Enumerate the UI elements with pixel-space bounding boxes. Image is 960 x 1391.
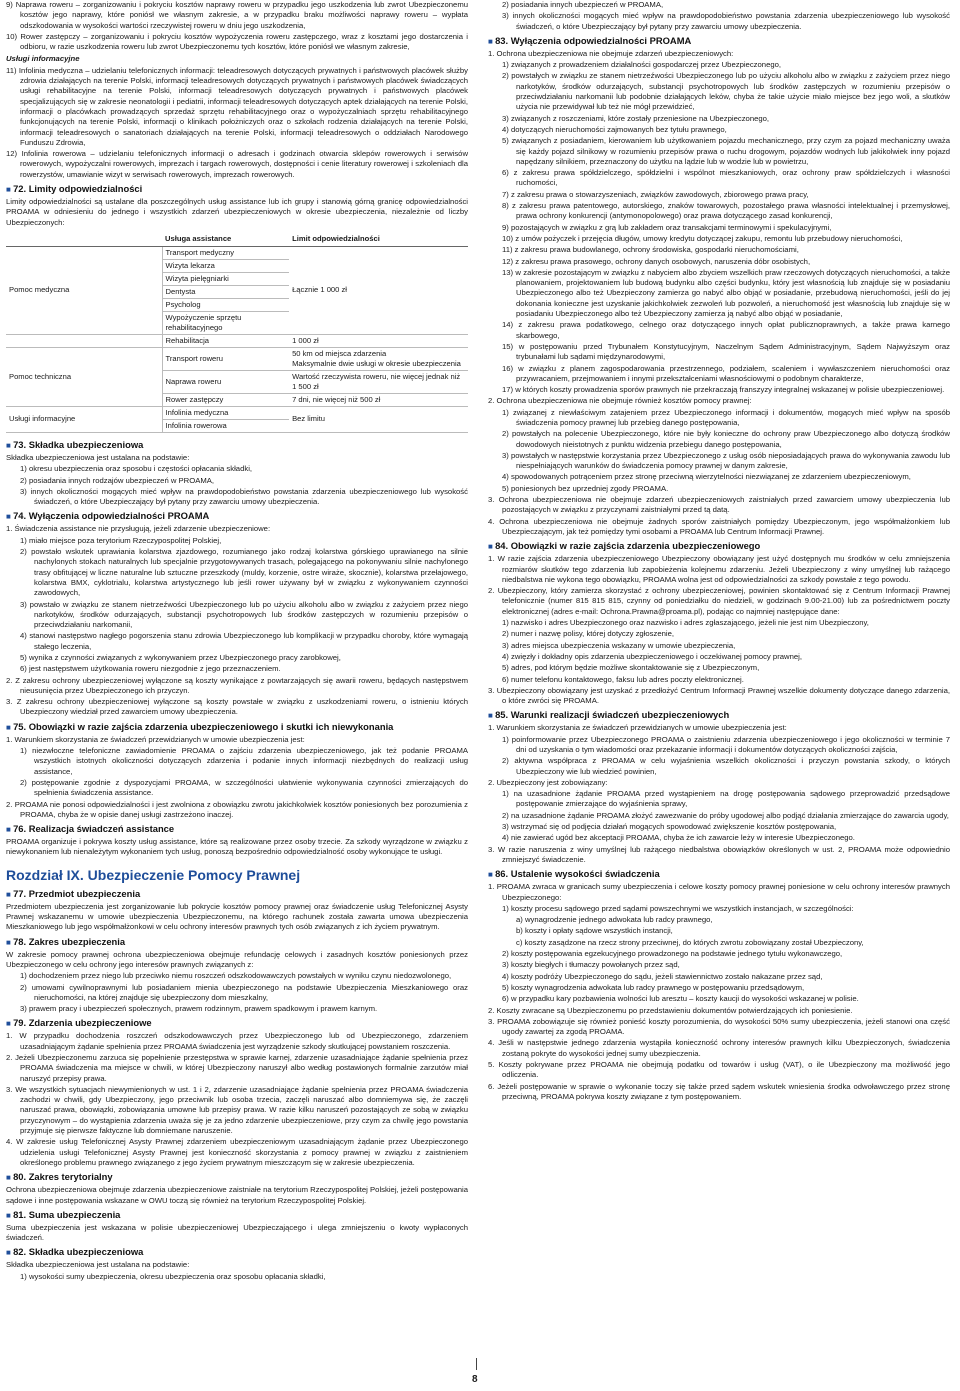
table-row bbox=[6, 246, 468, 259]
table-header-service: Usługa assistance bbox=[162, 232, 289, 247]
group-info: Usługi informacyjne bbox=[6, 406, 162, 432]
section-79-para: 1. W przypadku dochodzenia roszczeń odszkodowawczych przez Ubezpieczonego lub od Ubezpieczonego, zdarzeniem uzasadniającym żądanie spełnienia przez PROAMA świadczenia jest wyrządzenie szkody skutkującej powstaniem roszczenia. bbox=[6, 1031, 468, 1051]
section-74-item: 5) wynika z czynności związanych z wykonywaniem przez Ubezpieczonego pracy zarobkowej, bbox=[20, 652, 341, 662]
section-75-title: ■ 75. Obowiązki w razie zajścia zdarzenia ubezpieczeniowego i skutki ich niewykonania bbox=[6, 721, 468, 734]
service-cell: Transport roweru bbox=[162, 347, 289, 370]
section-83-item: 5) poniesionych bez uprzedniej zgody PROAMA. bbox=[502, 483, 669, 493]
section-84-item: 5) adres, pod którym będzie możliwe skontaktowanie się z Ubezpieczonym, bbox=[502, 663, 760, 673]
section-74-title: ■ 74. Wyłączenia odpowiedzialności PROAMA bbox=[6, 510, 468, 523]
section-75-item: 1) niezwłoczne telefoniczne zawiadomienie PROAMA o zajściu zdarzenia ubezpieczeniowego, jak też podanie PROAMA wszystkich istotnych okoliczności dotyczących zdarzenia i podanie innych informacji niezbędnych do realizacji usług assistance, bbox=[20, 746, 468, 776]
section-74-para: 1. Świadczenia assistance nie przysługują, jeżeli zdarzenie ubezpieczeniowe: bbox=[6, 524, 271, 534]
section-83-item: 4) dotyczących nieruchomości zajmowanych bez tytułu prawnego, bbox=[502, 124, 727, 134]
section-81-text: Suma ubezpieczenia jest wskazana w polisie ubezpieczeniowej Ubezpieczającego i ulega zmniejszeniu o kwoty wypłaconych świadczeń. bbox=[6, 1222, 468, 1243]
section-86-subitem: a) wynagrodzenie jednego adwokata lub radcy prawnego, bbox=[516, 915, 713, 925]
service-cell: Rehabilitacja bbox=[162, 334, 289, 347]
right-column bbox=[488, 0, 950, 1103]
section-84-title: ■ 84. Obowiązki w razie zajścia zdarzenia ubezpieczeniowego bbox=[488, 540, 950, 553]
limit-cell: Bez limitu bbox=[289, 406, 468, 432]
section-83-para: 4. Ochrona ubezpieczeniowa nie obejmuje żadnych sporów zaistniałych pomiędzy Ubezpieczonym, jego współmałżonkiem lub Ubezpieczającym, jak też pomiędzy tymi osobami a PROAMA lub Centrum Informacji Prawnej. bbox=[488, 516, 950, 536]
limit-count: Maksymalnie dwie usługi w okresie ubezpieczenia bbox=[292, 358, 461, 368]
section-86-para: 4. Jeśli w następstwie jednego zdarzenia wystąpiła konieczność ochrony interesów prawnych kilku Ubezpieczonych, świadczenia zostaną pokryte do wysokości jednej sumy ubezpieczenia. bbox=[488, 1038, 950, 1058]
section-82-item: 2) posiadania innych ubezpieczeń w PROAMA, bbox=[502, 0, 664, 9]
section-74-item: 2) powstało wskutek uprawiania kolarstwa zjazdowego, rozumianego jako rodzaj kolarstwa górskiego uprawianego na silnie nachylonych stokach naturalnych lub specjalnie przygotowywanych trasach, polegającego na pokonywaniu silnie nachylonego trasy obfitującej w liczne naturalne lub sztuczne przeszkody (muldy, korzenie, ostre wiraże, skocznie), kolarstwa przełajowego, kolarstwa BMX, cyklotrialu, kolarstwa artystycznego lub jeśli rower używany był w związku z wykonywaniem czynności zawodowych, bbox=[20, 547, 468, 598]
section-82-item: 3) innych okoliczności mogących mieć wpływ na prawdopodobieństwo powstania zdarzenia ubezpieczeniowego lub wysokość świadczeń, o które Ubezpieczający był pytany przy zawarciu umowy ubezpieczenia. bbox=[502, 11, 950, 31]
section-83-para: 3. Ochrona ubezpieczeniowa nie obejmuje zdarzeń ubezpieczeniowych zaistniałych przed zawarciem umowy ubezpieczenia lub pozostających w związku z przyczynami zaistniałymi przed tą datą. bbox=[488, 495, 950, 515]
section-86-item: 4) koszty podróży Ubezpieczonego do sądu, jeżeli stawiennictwo zostało nakazane przez sąd, bbox=[502, 971, 823, 981]
section-85-para: 2. Ubezpieczony jest zobowiązany: bbox=[488, 777, 608, 787]
section-84-para: 1. W razie zajścia zdarzenia ubezpieczeniowego Ubezpieczony obowiązany jest użyć dostępnych mu środków w celu zmniejszenia rozmiarów skutków tego zdarzenia lub zapobieżenia kolejnemu zdarzeniu. Jeżeli Ubezpieczony z winy umyślnej lub rażącego niedbalstwa nie wykona tego obowiązku, PROAMA wolna jest od odpowiedzialności za szkody powstałe z tego powodu. bbox=[488, 554, 950, 584]
limit-cell: Łącznie 1 000 zł bbox=[289, 246, 468, 334]
table-header-limit: Limit odpowiedzialności bbox=[289, 232, 468, 247]
service-cell: Rower zastępczy bbox=[162, 393, 289, 406]
section-86-para: 6. Jeżeli postępowanie w sprawie o wykonanie toczy się także przed sądem wskutek wniesienia środka odwoławczego przez stronę przeciwną, PROAMA pokrywa koszty związane z tym postępowaniem. bbox=[488, 1081, 950, 1101]
section-86-para: 1. PROAMA zwraca w granicach sumy ubezpieczenia i celowe koszty pomocy prawnej poniesione w celu ochrony interesów prawnych Ubezpieczonego: bbox=[488, 882, 950, 902]
section-83-item: 11) z zakresu prawa budowlanego, ochrony środowiska, gospodarki nieruchomościami, bbox=[502, 245, 799, 255]
section-77-title: ■ 77. Przedmiot ubezpieczenia bbox=[6, 888, 468, 901]
section-85-item: 4) nie zawierać ugód bez akceptacji PROAMA, chyba że ich zawarcie leży w interesie Ubezpieczonego. bbox=[502, 833, 855, 843]
section-85-item: 1) na uzasadnione żądanie PROAMA przed wystąpieniem na drogę postępowania sądowego przeprowadzić przedsądowe postępowanie zmierzające do wyjaśnienia sprawy, bbox=[502, 789, 950, 809]
section-86-para: 5. Koszty pokrywane przez PROAMA nie obejmują podatku od towarów i usług (VAT), o ile Ubezpieczony ma możliwość jego odliczenia. bbox=[488, 1060, 950, 1080]
section-86-item: 6) w przypadku kary pozbawienia wolności lub aresztu – koszty kaucji do wysokości wskazanej w polisie. bbox=[502, 994, 859, 1004]
item-10: 10) Rower zastępczy – zorganizowaniu i pokryciu kosztów wypożyczenia roweru zastępczego, wraz z kosztami jego dostarczenia i odbioru, w razie uszkodzenia roweru lub zwrot Ubezpieczonemu tych kosztów, które poniósł we własnym zakresie, bbox=[6, 31, 468, 52]
section-74-item: 4) stanowi następstwo nagłego pogorszenia stanu zdrowia Ubezpieczonego lub komplikacji w przypadku choroby, które wymagają stałego leczenia, bbox=[20, 631, 468, 651]
section-83-item: 1) związanej z niewłaściwym zatajeniem przez Ubezpieczonego informacji i dokumentów, mogących mieć wpływ na sposób świadczenia pomocy prawnej lub przebieg danego postępowania, bbox=[502, 407, 950, 427]
service-cell: Naprawa roweru bbox=[162, 370, 289, 393]
section-83-item: 7) z zakresu prawa o stowarzyszeniach, związków zawodowych, zbiorowego prawa pracy, bbox=[502, 189, 809, 199]
section-78-item: 2) umowami cywilnoprawnymi lub posiadaniem mienia ubezpieczonego na podstawie Ubezpieczenia Mieszkaniowego oraz nieruchomości, na której znajduje się ubezpieczony dom mieszkalny, bbox=[20, 982, 468, 1002]
section-79-para: 4. W zakresie usług Telefonicznej Asysty Prawnej zdarzeniem ubezpieczeniowym uzasadniającym żądanie przez Ubezpieczonego udzielenia usługi Telefonicznej Asysty Prawnej jest konieczność skorzystania z pomocy prawnej w związku z zaistnieniem określonego problemu prawnego związanego z jego życiem prywatnym mieszczącym się w zakresie ubezpieczenia. bbox=[6, 1137, 468, 1167]
service-cell: Wizyta lekarza bbox=[162, 259, 289, 272]
group-medical: Pomoc medyczna bbox=[6, 246, 162, 334]
section-86-item: 2) koszty postępowania egzekucyjnego prowadzonego na podstawie jednego tytułu wykonawczego, bbox=[502, 949, 843, 959]
section-83-item: 12) z zakresu prawa prasowego, ochrony danych osobowych, naruszenia dóbr osobistych, bbox=[502, 256, 811, 266]
section-74-item: 6) jest następstwem użytkowania roweru niezgodnie z jego przeznaczeniem. bbox=[20, 664, 281, 674]
section-83-item: 1) związanych z prowadzeniem działalności gospodarczej przez Ubezpieczonego, bbox=[502, 60, 782, 70]
limits-table bbox=[6, 232, 468, 433]
section-76-text: PROAMA organizuje i pokrywa koszty usług assistance, które są realizowane przez osoby trzecie. Za szkody wyrządzone w związku z niewykonaniem lub nienależytym wykonaniem tych usług, ponoszą bezpośrednio odpowiedzialność osoby wykonujące te usługi. bbox=[6, 837, 468, 857]
limit-cell bbox=[289, 347, 468, 370]
section-86-para: 3. PROAMA zobowiązuje się również ponieść koszty porozumienia, do wysokości 50% sumy ubezpieczenia, jeżeli stanowi ona część ugody zawartej za zgodą PROAMA. bbox=[488, 1016, 950, 1037]
section-84-item: 4) zwięzły i dokładny opis zdarzenia ubezpieczeniowego i oczekiwanej pomocy prawnej, bbox=[502, 651, 802, 661]
section-84-item: 3) adres miejsca ubezpieczenia wskazany w umowie ubezpieczenia, bbox=[502, 640, 736, 650]
service-cell: Infolinia rowerowa bbox=[162, 419, 289, 432]
limit-cell: Wartość rzeczywista roweru, nie więcej jednak niż 1 500 zł bbox=[289, 370, 468, 393]
section-73-title: ■ 73. Składka ubezpieczeniowa bbox=[6, 439, 468, 452]
section-85-item: 1) poinformowanie przez Ubezpieczonego PROAMA o zaistnieniu zdarzenia ubezpieczeniowego i jego okoliczności w terminie 7 dni od uzyskania o tym wiadomości oraz przekazanie informacji i dokumentów dotyczących okoliczności zajścia, bbox=[502, 734, 950, 754]
item-12: 12) Infolinia rowerowa – udzielaniu telefonicznych informacji o adresach i godzinach otwarcia sklepów rowerowych i serwisów rowerowych, wypożyczalni rowerowych, imprezach i targach rowerowych, dostępności i cenie literatury rowerowej i szkoleniach dla rowerzystów, umawianie wizyt w serwisach rowerowych, imprezach rowerowych. bbox=[6, 149, 468, 179]
section-73-item: 1) okresu ubezpieczenia oraz sposobu i częstości opłacania składki, bbox=[20, 464, 253, 474]
section-78-item: 1) dochodzeniem przez niego lub przeciwko niemu roszczeń odszkodowawczych powstałych w wyniku czynu niedozwolonego, bbox=[20, 971, 452, 981]
section-74-para: 2. Z zakresu ochrony ubezpieczeniowej wyłączone są koszty wynikające z powtarzających się awarii roweru, będących następstwem nieusunięcia przez Ubezpieczonego ich przyczyn. bbox=[6, 675, 468, 695]
service-cell: Wizyta pielęgniarki bbox=[162, 272, 289, 285]
section-85-item: 3) wstrzymać się od podjęcia działań mogących spowodować zwiększenie kosztów postępowania, bbox=[502, 822, 837, 832]
section-86-subitem: b) koszty i opłaty sądowe wszystkich instancji, bbox=[516, 926, 673, 936]
section-84-para: 3. Ubezpieczony obowiązany jest uzyskać z przedłożyć Centrum Informacji Prawnej wszelkie dokumenty dotyczące danego zdarzenia, o które zwróci się PROAMA. bbox=[488, 685, 950, 706]
page-number-divider bbox=[476, 1358, 477, 1370]
service-cell: Dentysta bbox=[162, 285, 289, 298]
section-83-item: 4) spowodowanych potrąceniem przez stronę przeciwną wierzytelności niezwiązanej ze zdarzeniem ubezpieczeniowym, bbox=[502, 472, 911, 482]
section-75-item: 2) postępowanie zgodnie z dyspozycjami PROAMA, w szczególności ułatwienie wykonywania czynności zmierzających do spełnienia świadczenia assistance. bbox=[20, 777, 468, 798]
service-cell: Wypożyczenie sprzętu rehabilitacyjnego bbox=[162, 311, 289, 334]
section-83-item: 17) w których koszty prowadzenia sporów prawnych nie przekraczają franszyzy integralnej wskazanej w polisie ubezpieczeniowej. bbox=[502, 385, 945, 395]
section-83-para: 2. Ochrona ubezpieczeniowa nie obejmuje również kosztów pomocy prawnej: bbox=[488, 396, 752, 406]
page-number: 8 bbox=[472, 1374, 478, 1385]
section-83-item: 3) związanych z roszczeniami, które zostały przeniesione na Ubezpieczonego, bbox=[502, 113, 770, 123]
section-82-title: ■ 82. Składka ubezpieczeniowa bbox=[6, 1246, 468, 1259]
section-74-item: 3) powstało w związku ze stanem nietrzeźwości Ubezpieczonego lub po użyciu alkoholu albo w związku z zażyciem przez niego narkotyków, środków odurzających, substancji psychotropowych lub środków zastępczych w rozumieniu przepisów o przeciwdziałaniu narkomanii, bbox=[20, 599, 468, 630]
section-84-para: 2. Ubezpieczony, który zamierza skorzystać z ochrony ubezpieczeniowej, powinien skontaktować się z Centrum Informacji Prawnej telefonicznie (numer 815 815 815, czynny od poniedziałku do niedzieli, w godzinach 9.00-21.00) lub za pośrednictwem poczty elektronicznej (adres e-mail: Ochrona.Prawna@proama.pl), podając co najmniej następujące dane: bbox=[488, 586, 950, 616]
section-86-item: 1) koszty procesu sądowego przed sądami powszechnymi we wszystkich instancjach, w szczególności: bbox=[502, 903, 854, 913]
section-83-item: 16) w związku z planem zagospodarowania przestrzennego, podziałem, scaleniem i wywłaszczeniem nieruchomości oraz przywracaniem, przejmowaniem i innymi przekształceniami własnościowymi o podobnym charakterze, bbox=[502, 363, 950, 383]
section-78-text: W zakresie pomocy prawnej ochrona ubezpieczeniowa obejmuje refundację celowych i zasadnych kosztów poniesionych przez Ubezpieczonego w celu ochrony jego interesów prawnych związanych z: bbox=[6, 949, 468, 969]
section-74-item: 1) miało miejsce poza terytorium Rzeczypospolitej Polskiej, bbox=[20, 535, 222, 545]
section-83-item: 6) z zakresu prawa spółdzielczego, spółdzielni i wspólnot mieszkaniowych, oraz ochrony praw spółdzielczych i własności ruchomości, bbox=[502, 168, 950, 188]
table-header-empty bbox=[6, 232, 162, 247]
service-cell: Psycholog bbox=[162, 298, 289, 311]
section-83-item: 8) z zakresu prawa patentowego, autorskiego, znaków towarowych, pozostałego prawa własności intelektualnej i przemysłowej, prawa ochrony konkurencji (antymonopolowego) oraz prawa dotyczącego zasad konkurencji, bbox=[502, 201, 950, 221]
section-72-title: ■ 72. Limity odpowiedzialności bbox=[6, 183, 468, 196]
section-82-text: Składka ubezpieczeniowa jest ustalana na podstawie: bbox=[6, 1260, 190, 1270]
service-cell: Transport medyczny bbox=[162, 246, 289, 259]
section-86-para: 2. Koszty zwracane są Ubezpieczonemu po przedstawieniu dokumentów potwierdzających ich poniesienie. bbox=[488, 1005, 853, 1015]
section-84-item: 1) nazwisko i adres Ubezpieczonego oraz nazwisko i adres zgłaszającego, jeżeli nie jest nim Ubezpieczony, bbox=[502, 618, 869, 628]
chapter-heading: Rozdział IX. Ubezpieczenie Pomocy Prawnej bbox=[6, 866, 301, 883]
limit-distance: 50 km od miejsca zdarzenia bbox=[292, 348, 387, 358]
group-empty bbox=[6, 334, 162, 347]
section-85-para: 1. Warunkiem skorzystania ze świadczeń przewidzianych w umowie ubezpieczenia jest: bbox=[488, 723, 787, 733]
section-83-item: 14) z zakresu prawa podatkowego, celnego oraz dotyczącego innych opłat publicznoprawnych, a także prawa karnego skarbowego, bbox=[502, 320, 950, 340]
section-86-subitem: c) koszty zasądzone na rzecz strony przeciwnej, do których zwrotu zobowiązany został Ubezpieczony, bbox=[516, 937, 864, 947]
section-83-item: 5) związanych z posiadaniem, kierowaniem lub użytkowaniem pojazdu mechanicznego, przy czym za pojazd mechaniczny uważa się każdy pojazd silnikowy w rozumieniu przepisów prawa o ruchu drogowym, pojazdów wodnych lub jakikolwiek inny pojazd napędzany silnikiem, przeznaczony do użytku na lądzie lub w wodzie lub w powietrzu, bbox=[502, 136, 950, 166]
table-row bbox=[6, 347, 468, 370]
section-76-title: ■ 76. Realizacja świadczeń assistance bbox=[6, 823, 468, 836]
section-79-para: 2. Jeżeli Ubezpieczonemu zarzuca się popełnienie przestępstwa w sprawie karnej, zdarzenie uzasadniające żądanie spełnienia przez PROAMA świadczenia ma miejsce w chwili, w której Ubezpieczony naruszył albo według postawionych formalnie zarzutów miał naruszyć przepisy prawa. bbox=[6, 1053, 468, 1083]
section-86-item: 5) koszty wynagrodzenia adwokata lub radcy prawnego w postępowaniu przedsądowym, bbox=[502, 982, 805, 992]
section-86-title: ■ 86. Ustalenie wysokości świadczenia bbox=[488, 868, 950, 881]
section-85-title: ■ 85. Warunki realizacji świadczeń ubezpieczeniowych bbox=[488, 709, 950, 722]
item-11: 11) Infolinia medyczna – udzielaniu telefonicznych informacji: teleadresowych dotyczących prywatnych i państwowych placówek służby zdrowia działających na terenie Polski, informacji teleadresowych dotyczących prywatnych i państwowych placówek świadczących usługi rehabilitacyjne na terenie Polski, informacji teleadresowych dotyczących prywatnych i państwowych placówek specjalizujących się w zakresie neonatologii i pediatrii, informacji teleadresowych dotyczących aptek działających na terenie Polski, informacji o placówkach prowadzących sprzedaż sprzętu rehabilitacyjnego oraz o wypożyczalniach sprzętu rehabilitacyjnego funkcjonujących na terenie Polski, informacji o klinikach położniczych oraz o szkołach rodzenia działających na terenie Polski, informacji teleadresowych o sanatoriach działających na terenie Polski, informacji teleadresowych o oddziałach Narodowego Funduszu Zdrowia, bbox=[6, 65, 468, 147]
section-78-title: ■ 78. Zakres ubezpieczenia bbox=[6, 936, 468, 949]
section-82-item: 1) wysokości sumy ubezpieczenia, okresu ubezpieczenia oraz sposobu opłacania składki, bbox=[20, 1271, 326, 1281]
table-row bbox=[6, 334, 468, 347]
section-85-item: 2) aktywna współpraca z PROAMA w celu wyjaśnienia wszelkich okoliczności i przyczyn powstania szkody, o których Ubezpieczony wie lub wiedzieć powinien, bbox=[502, 756, 950, 776]
section-75-para: 1. Warunkiem skorzystania ze świadczeń przewidzianych w umowie ubezpieczenia jest: bbox=[6, 734, 305, 744]
group-technical: Pomoc techniczna bbox=[6, 347, 162, 406]
section-83-item: 10) z umów pożyczek i przejęcia długów, umowy kredytu dotyczącej zakupu, remontu lub przebudowy nieruchomości, bbox=[502, 233, 903, 243]
subheading-info-services: Usługi informacyjne bbox=[6, 54, 80, 64]
section-83-para: 1. Ochrona ubezpieczeniowa nie obejmuje zdarzeń ubezpieczeniowych: bbox=[488, 48, 734, 58]
section-78-item: 3) prawem pracy i ubezpieczeń społecznych, prawem rodzinnym, prawem spadkowym i prawem karnym. bbox=[20, 1004, 378, 1014]
section-83-title: ■ 83. Wyłączenia odpowiedzialności PROAMA bbox=[488, 35, 950, 48]
service-cell: Infolinia medyczna bbox=[162, 406, 289, 419]
item-9: 9) Naprawa roweru – zorganizowaniu i pokryciu kosztów naprawy roweru w przypadku jego uszkodzenia lub zwrot Ubezpieczonemu kosztów jego naprawy, które poniósł we własnym zakresie, a w przypadku braku możliwości naprawy roweru – wypłata odszkodowania w wysokości wartości rzeczywistej roweru w dniu jego uszkodzenia, bbox=[6, 0, 468, 30]
section-85-item: 2) na uzasadnione żądanie PROAMA złożyć zawezwanie do próby ugodowej albo podjąć działania zmierzające do zawarcia ugody, bbox=[502, 810, 949, 820]
section-83-item: 2) powstałych w związku ze stanem nietrzeźwości Ubezpieczonego lub po użyciu alkoholu albo w związku z zażyciem przez niego narkotyków, środków odurzających, substancji psychotropowych lub środków zastępczych w rozumieniu przepisów o przeciwdziałaniu narkomanii lub podobnie działających leków, chyba że takie użycie miało miejsce bez jego woli, a skutków użycia nie przewidywał lub też nie mógł przewidzieć, bbox=[502, 71, 950, 112]
section-83-item: 9) pozostających w związku z grą lub zakładem oraz transakcjami terminowymi i spekulacyjnymi, bbox=[502, 222, 832, 232]
section-83-item: 13) w zakresie pozostającym w związku z nabyciem albo zbyciem wszelkich praw rzeczowych dotyczących nieruchomości, a także planowaniem, projektowaniem lub budową budynku albo części budynku, który jest własnością lub znajduje się w posiadaniu Ubezpieczonego albo też Ubezpieczony zamierza go nabyć albo objąć w posiadanie, przebudową nieruchomości, jeśli do jej dokonania konieczne jest uzyskanie jakichkolwiek zezwoleń lub pozwoleń, a nieruchomość jest własnością lub znajduje się w posiadaniu Ubezpieczonego albo też Ubezpieczony zamierza ją nabyć albo objąć w posiadanie, bbox=[502, 267, 950, 319]
limit-cell: 1 000 zł bbox=[289, 334, 468, 347]
section-80-title: ■ 80. Zakres terytorialny bbox=[6, 1171, 468, 1184]
section-73-item: 2) posiadania innych rodzajów ubezpieczeń w PROAMA, bbox=[20, 475, 214, 485]
left-column bbox=[6, 0, 468, 1283]
section-73-item: 3) innych okoliczności mogących mieć wpływ na prawdopodobieństwo powstania zdarzenia ubezpieczeniowego lub wysokość świadczeń, o które Ubezpieczający był pytany przy zawarciu umowy ubezpieczenia. bbox=[20, 486, 468, 507]
section-72-text: Limity odpowiedzialności są ustalane dla poszczególnych usług assistance lub ich grupy i stanowią górną granicę odpowiedzialności PROAMA w odniesieniu do jednego i wszystkich zdarzeń ubezpieczeniowych w okresie ubezpieczenia, niezależnie od liczby Ubezpieczonych: bbox=[6, 197, 468, 227]
section-79-title: ■ 79. Zdarzenia ubezpieczeniowe bbox=[6, 1017, 468, 1030]
section-83-item: 3) powstałych w następstwie korzystania przez Ubezpieczonego z usług osób nieposiadających prawa do wykonywania zawodu lub niespełniających warunków do świadczenia pomocy prawnej w danym zakresie, bbox=[502, 450, 950, 471]
section-83-item: 2) powstałych na polecenie Ubezpieczonego, które nie były konieczne do ochrony praw Ubezpieczonego albo dotyczą środków dowodowych nieistotnych z punktu widzenia przebiegu danego postępowania, bbox=[502, 429, 950, 449]
section-79-para: 3. We wszystkich sytuacjach niewymienionych w ust. 1 i 2, zdarzenie uzasadniające żądanie spełnienia przez PROAMA świadczenia zachodzi w chwili, gdy Ubezpieczony, jego przeciwnik lub osoba trzecia, zaczęli naruszać albo domniemywa się, że zaczęli naruszać prawa, obowiązki, zobowiązania umowne lub przepisy prawa. W razie kilku naruszeń pozostających ze sobą w związku przyczynowym – do wystąpienia zdarzenia uważa się je za jedno zdarzenie ubezpieczeniowe, przy czym za chwilę jego powstania przyjmuje się pierwsze faktyczne lub domniemane naruszenie. bbox=[6, 1084, 468, 1136]
table-row bbox=[6, 406, 468, 419]
section-75-para: 2. PROAMA nie ponosi odpowiedzialności i jest zwolniona z obowiązku zwrotu jakichkolwiek kosztów poniesionych bez porozumienia z PROAMA, chyba że w opisie danej usługi zastrzeżono inaczej. bbox=[6, 799, 468, 819]
limit-cell: 7 dni, nie więcej niż 500 zł bbox=[289, 393, 468, 406]
section-85-para: 3. W razie naruszenia z winy umyślnej lub rażącego niedbalstwa obowiązków określonych w ust. 2, PROAMA może odpowiednio zmniejszyć świadczenie. bbox=[488, 844, 950, 864]
section-84-item: 2) numer i nazwę polisy, której dotyczy zgłoszenie, bbox=[502, 629, 675, 639]
table-header-row bbox=[6, 232, 468, 247]
section-80-text: Ochrona ubezpieczeniowa obejmuje zdarzenia ubezpieczeniowe zaistniałe na terytorium Rzeczypospolitej Polskiej, jeżeli postępowania sądowe i inne postępowania wskazane w OWU toczą się również na terytorium Rzeczypospolitej Polskiej. bbox=[6, 1185, 468, 1205]
section-86-item: 3) koszty biegłych i tłumaczy powołanych przez sąd, bbox=[502, 960, 680, 970]
section-83-item: 15) w postępowaniu przed Trybunałem Konstytucyjnym, Naczelnym Sądem Administracyjnym, Sądem Najwyższym oraz trybunałami lub sądami międzynarodowymi, bbox=[502, 341, 950, 362]
section-81-title: ■ 81. Suma ubezpieczenia bbox=[6, 1209, 468, 1222]
section-74-para: 3. Z zakresu ochrony ubezpieczeniowej wyłączone są koszty powstałe w związku z uszkodzeniami roweru, o istnieniu których Ubezpieczony wiedział przed zawarciem umowy ubezpieczenia. bbox=[6, 697, 468, 717]
section-77-text: Przedmiotem ubezpieczenia jest zorganizowanie lub pokrycie kosztów pomocy prawnej oraz świadczenie usług Telefonicznej Asysty Prawnej wskazanemu w umowie ubezpieczenia Ubezpieczonemu, na którego rachunek została zawarta umowa ubezpieczenia Mieszkaniowego lub jego współmałżonkowi w celu ochrony interesów prawnych tych osób związanych z ich życiem prywatnym. bbox=[6, 901, 468, 932]
section-73-text: Składka ubezpieczeniowa jest ustalana na podstawie: bbox=[6, 452, 190, 462]
section-84-item: 6) numer telefonu kontaktowego, faksu lub adres poczty elektronicznej. bbox=[502, 674, 744, 684]
